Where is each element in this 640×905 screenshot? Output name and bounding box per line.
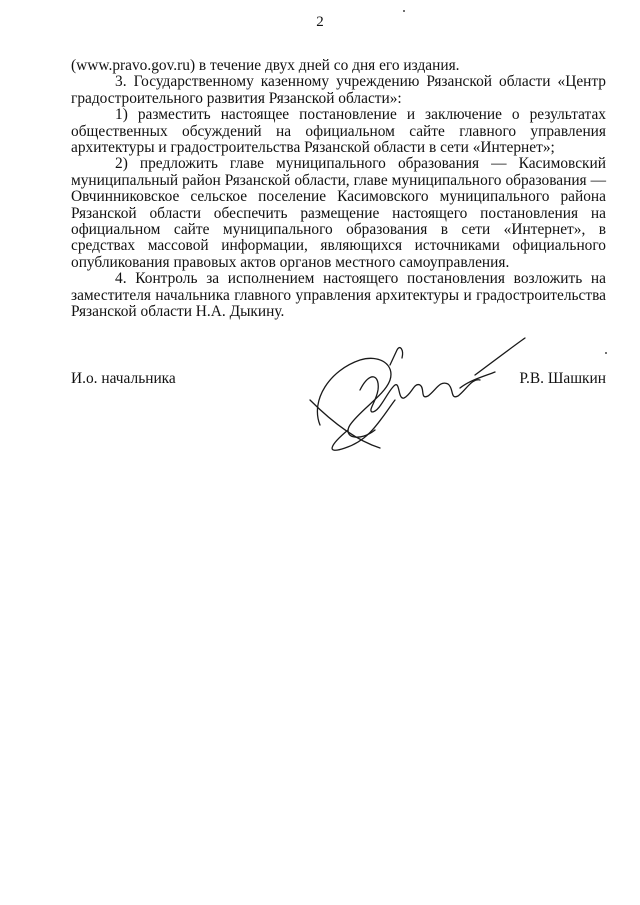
document-body	[71, 58, 606, 321]
paragraph-subitem-2: 2) предложить главе муниципального образования — Касимовский муниципальный район Рязанской области, главе муниципального образования — Овчинниковское сельское поселение Касимовского муниципального района Рязанской области обеспечить размещение настоящего постановления на официальном сайте муниципального образования в сети «Интернет», в средствах массовой информации, являющихся источниками официального опубликования правовых актов органов местного самоуправления.	[71, 155, 606, 271]
signatory-name: Р.В. Шашкин	[519, 370, 606, 387]
paragraph-item-4: 4. Контроль за исполнением настоящего постановления возложить на заместителя начальника главного управления архитектуры и градостроительства Рязанской области Н.А. Дыкину.	[71, 270, 606, 321]
scan-speck	[403, 10, 405, 12]
page-number: 2	[316, 14, 324, 30]
scan-speck	[605, 352, 607, 354]
paragraph-subitem-1: 1) разместить настоящее постановление и заключение о результатах общественных обсуждений на официальном сайте главного управления архитектуры и градостроительства Рязанской области в сети «Интернет»;	[71, 106, 606, 157]
signatory-position: И.о. начальника	[71, 370, 176, 387]
paragraph-publication-continuation: (www.pravo.gov.ru) в течение двух дней со дня его издания.	[71, 57, 460, 74]
handwritten-signature-icon	[300, 330, 530, 465]
paragraph-item-3: 3. Государственному казенному учреждению Рязанской области «Центр градостроительного развития Рязанской области»:	[71, 73, 606, 107]
